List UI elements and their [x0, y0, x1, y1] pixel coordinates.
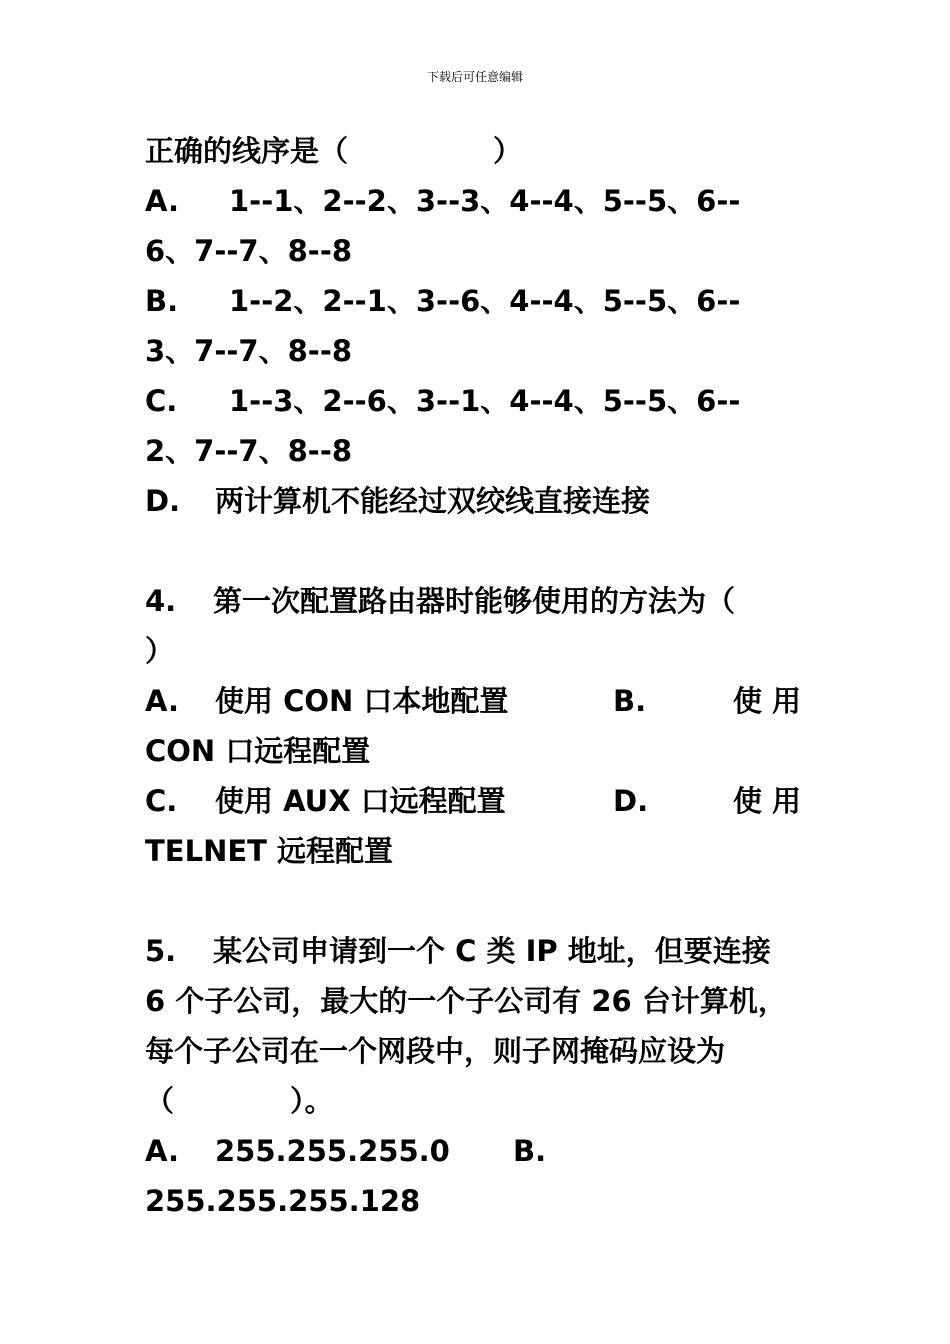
- document-body: [145, 126, 815, 1226]
- page-header: 下载后可任意编辑: [426, 70, 523, 84]
- q5-number: 5.: [145, 934, 177, 968]
- q3-option-a: [145, 176, 815, 226]
- q5-stem-line2: 6 个子公司，最大的一个子公司有 26 台计算机，: [145, 984, 787, 1018]
- q4-stem-text: 第一次配置路由器时能够使用的方法为（: [213, 584, 736, 618]
- q3-option-d-label: D.: [145, 484, 181, 518]
- q3-stem: 正确的线序是（ ）: [145, 134, 523, 168]
- q3-option-b-label: B.: [145, 284, 179, 318]
- q4-option-d-text-line2: TELNET 远程配置: [145, 834, 394, 868]
- q4-option-c-label: C.: [145, 784, 178, 818]
- q4-options-ab: [145, 676, 815, 726]
- q4-stem-line2: ）: [145, 634, 175, 668]
- spacer: [145, 876, 815, 926]
- q3-option-a-label: A.: [145, 184, 179, 218]
- q3-option-c-label: C.: [145, 384, 178, 418]
- q3-option-a-line1: 1--1、2--2、3--3、4--4、5--5、6--: [229, 184, 741, 218]
- q3-option-d-text: 两计算机不能经过双绞线直接连接: [215, 484, 651, 518]
- q3-option-b-line1: 1--2、2--1、3--6、4--4、5--5、6--: [229, 284, 741, 318]
- q5-stem-line1: [145, 926, 815, 976]
- q5-option-a-text: 255.255.255.0: [215, 1134, 450, 1168]
- spacer: [145, 526, 815, 576]
- q5-options-ab: [145, 1126, 815, 1176]
- q4-stem-line1: [145, 576, 815, 626]
- q3-option-b: [145, 276, 815, 326]
- q4-option-b-label: B.: [613, 684, 647, 718]
- q5-option-b-label: B.: [513, 1134, 547, 1168]
- q4-option-d-label: D.: [613, 784, 649, 818]
- q5-option-a-label: A.: [145, 1134, 179, 1168]
- q3-option-c: [145, 376, 815, 426]
- q4-number: 4.: [145, 584, 177, 618]
- q4-option-d-text-line1: 使用: [733, 784, 812, 818]
- q3-option-a-line2: 6、7--7、8--8: [145, 234, 353, 268]
- q4-option-a-text: 使用 CON 口本地配置: [215, 684, 509, 718]
- q4-option-b-text-line1: 使用: [733, 684, 812, 718]
- q4-option-a-label: A.: [145, 684, 179, 718]
- q3-option-c-line1: 1--3、2--6、3--1、4--4、5--5、6--: [229, 384, 741, 418]
- q4-option-b-text-line2: CON 口远程配置: [145, 734, 371, 768]
- q5-option-b-text: 255.255.255.128: [145, 1184, 421, 1218]
- q5-stem-line4: （ ）。: [145, 1084, 334, 1118]
- q4-options-cd: [145, 776, 815, 826]
- q3-option-c-line2: 2、7--7、8--8: [145, 434, 353, 468]
- q5-stem-text: 某公司申请到一个 C 类 IP 地址，但要连接: [213, 934, 771, 968]
- q4-option-c-text: 使用 AUX 口远程配置: [215, 784, 506, 818]
- q5-stem-line3: 每个子公司在一个网段中，则子网掩码应设为: [145, 1034, 726, 1068]
- q3-option-b-line2: 3、7--7、8--8: [145, 334, 353, 368]
- q3-option-d: [145, 476, 815, 526]
